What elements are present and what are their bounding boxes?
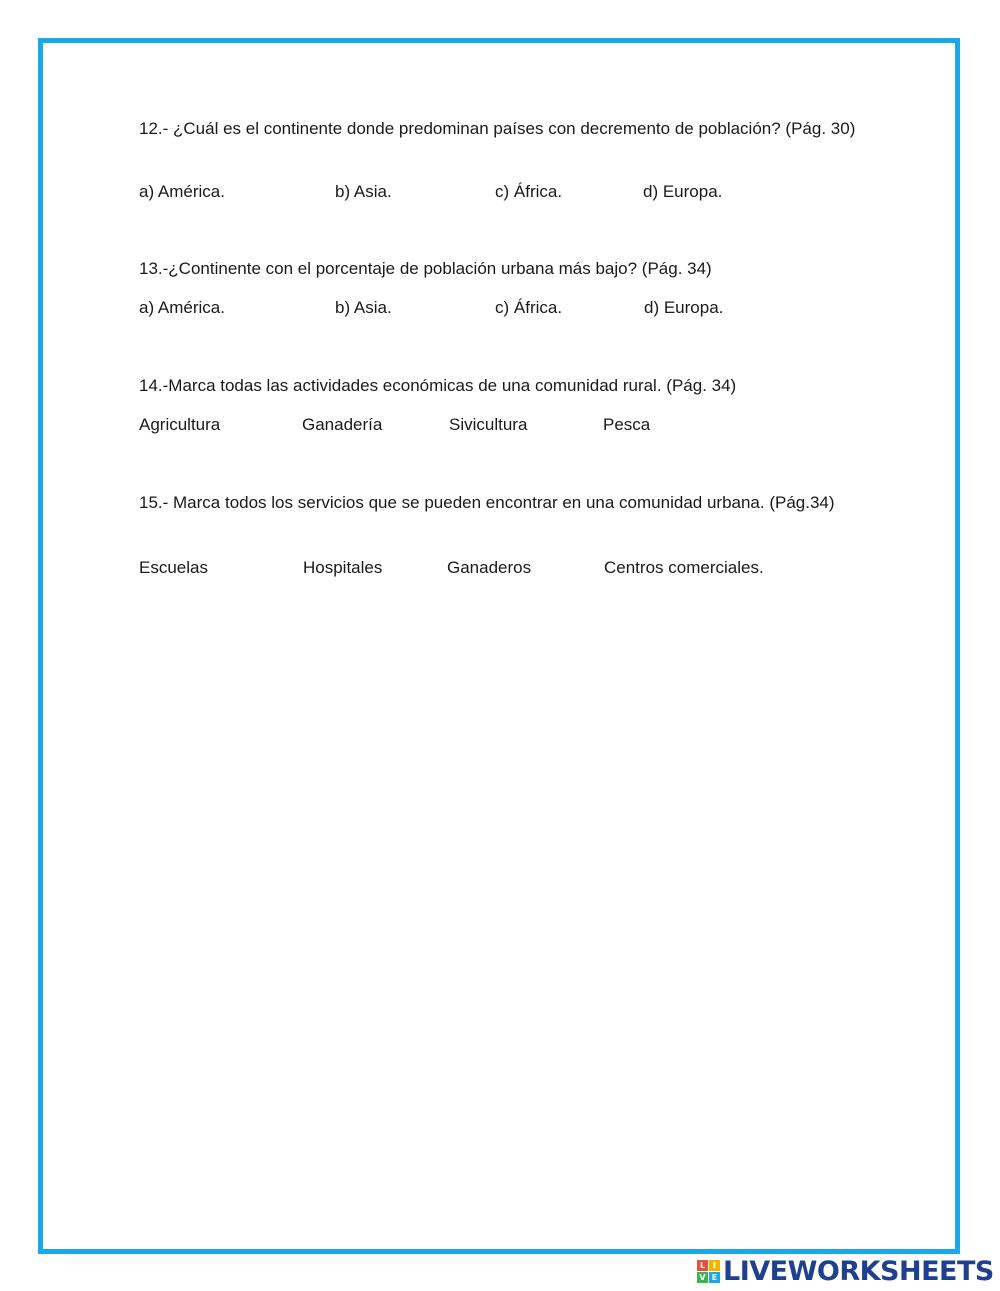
question-15-option-centros-comerciales[interactable]: Centros comerciales. xyxy=(604,558,764,577)
question-15-option-hospitales[interactable]: Hospitales xyxy=(303,558,383,577)
logo-cell-i: I xyxy=(709,1260,720,1271)
question-12-option-b[interactable]: b) Asia. xyxy=(335,182,392,201)
logo-wordmark: LIVEWORKSHEETS xyxy=(723,1255,994,1287)
question-12-option-a[interactable]: a) América. xyxy=(139,182,225,201)
page-frame xyxy=(38,38,960,1254)
logo-mark-icon xyxy=(697,1260,720,1283)
question-15-option-ganaderos[interactable]: Ganaderos xyxy=(447,558,532,577)
question-14-option-pesca[interactable]: Pesca xyxy=(603,415,651,434)
question-13-option-c[interactable]: c) África. xyxy=(495,298,563,317)
question-14-text: 14.-Marca todas las actividades económicas de una comunidad rural. (Pág. 34) xyxy=(139,376,737,395)
question-15-text: 15.- Marca todos los servicios que se pueden encontrar en una comunidad urbana. (Pág.34) xyxy=(139,493,835,512)
liveworksheets-logo[interactable] xyxy=(697,1256,994,1286)
logo-cell-l: L xyxy=(697,1260,708,1271)
logo-cell-v: V xyxy=(697,1272,708,1283)
logo-cell-e: E xyxy=(709,1272,720,1283)
question-14-option-ganaderia[interactable]: Ganadería xyxy=(302,415,383,434)
question-13-text: 13.-¿Continente con el porcentaje de población urbana más bajo? (Pág. 34) xyxy=(139,259,712,278)
question-14-option-sivicultura[interactable]: Sivicultura xyxy=(449,415,528,434)
question-13-option-d[interactable]: d) Europa. xyxy=(644,298,724,317)
question-12-option-d[interactable]: d) Europa. xyxy=(643,182,723,201)
question-12-text: 12.- ¿Cuál es el continente donde predominan países con decremento de población? (Pág. 30) xyxy=(139,119,856,138)
question-13-option-b[interactable]: b) Asia. xyxy=(335,298,392,317)
question-12-option-c[interactable]: c) África. xyxy=(495,182,563,201)
question-13-option-a[interactable]: a) América. xyxy=(139,298,225,317)
question-15-option-escuelas[interactable]: Escuelas xyxy=(139,558,208,577)
question-14-option-agricultura[interactable]: Agricultura xyxy=(139,415,221,434)
